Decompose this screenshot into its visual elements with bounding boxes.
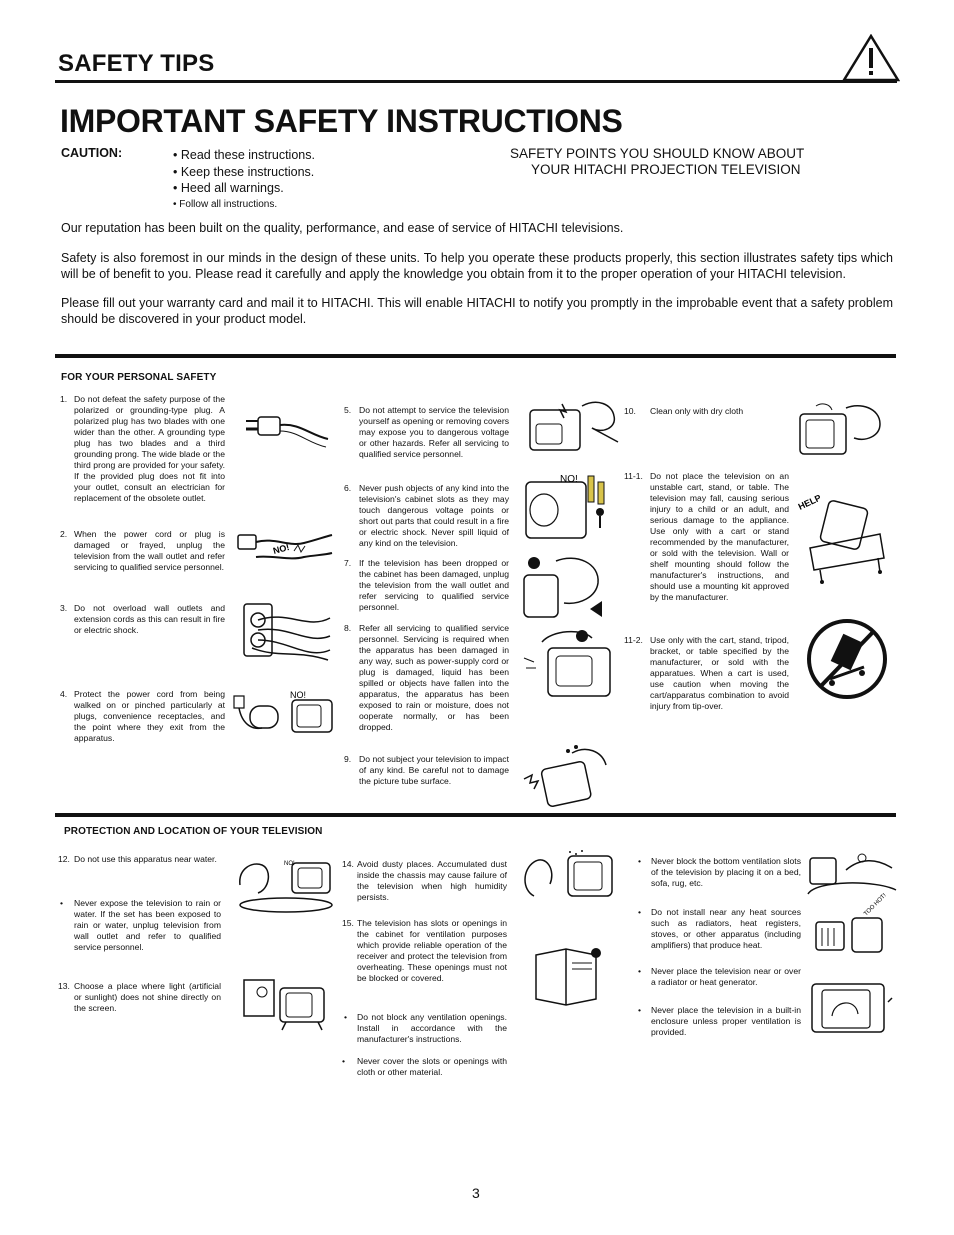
safety-item: • Never expose the television to rain or water. If the set has been exposed to rain or water, unplug television from wall outlet and refer to qualified service personnel. [60,898,221,952]
safety-points-line: YOUR HITACHI PROJECTION TELEVISION [531,162,801,177]
safety-item: 4. Protect the power cord from being walked on or pinched particularly at plugs, convenience receptacles, and the point where they exit from the apparatus. [60,689,225,743]
safety-item: • Never block the bottom ventilation slots of the television by placing it on a bed, sofa, rug, etc. [638,856,801,888]
no-label: NO! [284,861,295,867]
built-in-enclosure-illustration [810,980,892,1034]
safety-item: • Do not block any ventilation openings. Install in accordance with the manufacturer's instructions. [344,1012,507,1044]
cleaning-tv-illustration [796,402,884,458]
header-rule [55,80,897,83]
safety-item: 15. The television has slots or openings in the cabinet for ventilation purposes which provide reliable operation of the receiver and protect the television from overheating. These openings must not be blocked or covered. [342,918,507,983]
pinched-cord-illustration [232,688,334,738]
near-water-illustration [236,855,334,913]
safety-item: 3. Do not overload wall outlets and extension cords as this can result in fire or electric shock. [60,603,225,635]
tv-on-bed-illustration [806,850,898,900]
safety-item: • Never cover the slots or openings with cloth or other material. [342,1056,507,1077]
caution-list [173,147,315,213]
intro-paragraph: Please fill out your warranty card and mail it to HITACHI. This will enable HITACHI to notify you promptly in the improbable event that a safety problem should be discovered in your product model. [61,296,893,326]
no-label: NO! [271,542,291,556]
caution-item: • Read these instructions. [173,148,315,162]
help-label: HELP [796,492,823,512]
impact-tv-illustration [522,745,612,807]
ventilation-cabinet-illustration [530,945,604,1009]
section-rule [55,354,896,358]
section-rule [55,813,896,817]
unstable-cart-illustration [796,488,888,584]
warning-triangle-icon [842,34,900,82]
opening-tv-illustration [522,398,622,454]
caution-item: • Keep these instructions. [173,164,315,179]
safety-item: 13. Choose a place where light (artificial or sunlight) does not shine directly on the screen. [58,981,221,1013]
personal-safety-heading: FOR YOUR PERSONAL SAFETY [61,372,217,383]
safety-item: 8. Refer all servicing to qualified service personnel. Servicing is required when the apparatus has been damaged in any way, such as power-supply cord or plug is damaged, liquid has been spilled or objects have fallen into the apparatus, the apparatus has been exposed to rain or moisture, does not ooperate normally, or has been dropped. [344,623,509,732]
safety-item: • Never place the television near or over a radiator or heat generator. [638,966,801,987]
dusty-place-illustration [520,850,616,902]
caution-label: CAUTION: [61,146,123,160]
page-number: 3 [472,1185,480,1201]
safety-item: 11-2. Use only with the cart, stand, tripod, bracket, or table specified by the manufacturer, or sold with the apparatues. When a cart is used, use caution when moving the cart/apparatus combination to avoid injury from tip-over. [624,635,789,711]
main-title: IMPORTANT SAFETY INSTRUCTIONS [60,103,623,139]
section-title: SAFETY TIPS [58,50,215,77]
safety-item: 6. Never push objects of any kind into the television's cabinet slots as they may touch dangerous voltage points or short out parts that could result in a fire or electric shock. Never spill liquid of any kind on the television. [344,483,509,548]
safety-item: • Do not install near any heat sources such as radiators, heat registers, stoves, or other apparatus (including amplifiers) that produce heat. [638,907,801,950]
protection-heading: PROTECTION AND LOCATION OF YOUR TELEVISION [64,826,323,837]
dropped-tv-illustration [520,553,612,621]
overloaded-outlet-illustration [238,600,332,662]
no-label: NO! [560,474,578,485]
safety-item: 11-1. Do not place the television on an unstable cart, stand, or table. The television may fall, causing serious injury to a child or an adult, and serious damage to the appliance. Use only with a cart or stand recommended by the manufacturer, or sold with the television. Wall or shelf mounting should follow the manufacturer's instructions, and should use a mounting kit approved by the manufacturer. [624,471,789,602]
no-label: NO! [290,690,307,700]
safety-item: 5. Do not attempt to service the television yourself as opening or removing covers may expose you to dangerous voltage or other hazards. Refer all servicing to qualified service personnel. [344,405,509,459]
polarized-plug-illustration [240,405,330,455]
too-hot-label: TOO HOT! [863,892,888,918]
safety-item: 14. Avoid dusty places. Accumulated dust inside the chassis may cause failure of the television when high humidity persists. [342,859,507,902]
safety-item: 12. Do not use this apparatus near water. [58,854,217,864]
frayed-cord-illustration [234,527,334,575]
cart-tip-over-icon [806,617,888,701]
safety-item: 9. Do not subject your television to impact of any kind. Be careful not to damage the picture tube surface. [344,754,509,786]
safety-points-line: SAFETY POINTS YOU SHOULD KNOW ABOUT [510,146,805,161]
safety-item: • Never place the television in a built-in enclosure unless proper ventilation is provided. [638,1005,801,1037]
safety-points-heading [510,146,804,178]
safety-item: 2. When the power cord or plug is damaged or frayed, unplug the television from the wall outlet and refer servicing to qualified service personnel. [60,529,225,572]
safety-item: 7. If the television has been dropped or the cabinet has been damaged, unplug the television from the wall outlet and refer servicing to qualified service personnel. [344,558,509,612]
sunlight-illustration [242,978,328,1030]
intro-paragraph: Our reputation has been built on the quality, performance, and ease of service of HITACHI televisions. [61,221,624,235]
objects-into-slots-illustration [522,472,618,542]
heat-source-illustration [812,892,894,960]
safety-item: 10. Clean only with dry cloth [624,406,744,416]
intro-paragraph: Safety is also foremost in our minds in the design of these units. To help you operate these products properly, this section illustrates safety tips which will be of benefit to you. Please read it carefully and apply the knowledge you obtain from it to the proper operation of your HITACHI television. [61,251,893,281]
damaged-tv-illustration [522,628,612,698]
caution-item: • Follow all instructions. [173,198,278,210]
safety-item: 1. Do not defeat the safety purpose of the polarized or grounding-type plug. A polarized plug has two blades with one wider than the other. A grounding type plug has two blades and a third grounding prong. The wide blade or the third prong are provided for your safety. If the provided plug does not fit into your outlet, consult an electrician for replacement of the obsolete outlet. [60,394,225,503]
caution-item: • Heed all warnings. [173,181,284,195]
